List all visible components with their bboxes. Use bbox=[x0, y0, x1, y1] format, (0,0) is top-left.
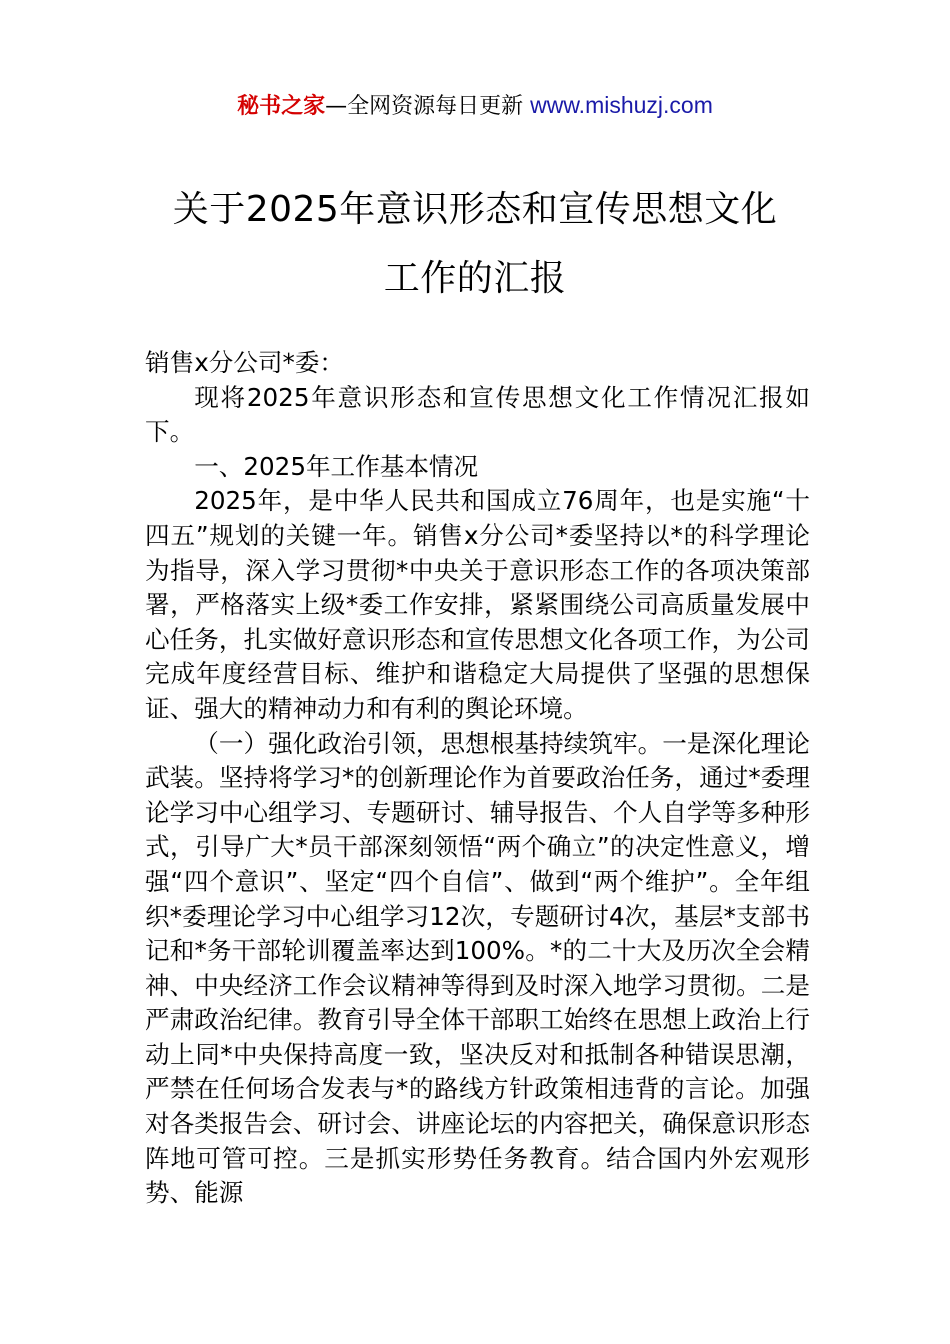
header-dash: — bbox=[325, 94, 348, 119]
salutation: 销售x分公司*委： bbox=[145, 348, 345, 377]
section-heading: 一、2025年工作基本情况 bbox=[194, 451, 479, 481]
document-body bbox=[145, 346, 810, 1211]
header-banner bbox=[0, 88, 950, 124]
document-title-line-2: 工作的汇报 bbox=[383, 258, 567, 299]
body-paragraph: 2025年，是中华人民共和国成立76周年，也是实施“十四五”规划的关键一年。销售x分公司*委坚持以*的科学理论为指导，深入学习贯彻*中央关于意识形态工作的各项决策部署，严格落实上级*委工作安排，紧紧围绕公司高质量发展中心任务，扎实做好意识形态和宣传思想文化各项工作，为公司完成年度经营目标、维护和谐稳定大局提供了坚强的思想保证、强大的精神动力和有利的舆论环境。 bbox=[145, 486, 810, 723]
site-name: 秘书之家 bbox=[237, 94, 326, 119]
site-url-link[interactable]: www.mishuzj.com bbox=[530, 92, 713, 118]
document-title-line-1: 关于2025年意识形态和宣传思想文化 bbox=[172, 189, 778, 230]
header-tagline: 全网资源每日更新 bbox=[347, 94, 531, 119]
intro-paragraph: 现将2025年意识形态和宣传思想文化工作情况汇报如下。 bbox=[145, 382, 810, 447]
body-paragraph: （一）强化政治引领，思想根基持续筑牢。一是深化理论武装。坚持将学习*的创新理论作为首要政治任务，通过*委理论学习中心组学习、专题研讨、辅导报告、个人自学等多种形式，引导广大*员干部深刻领悟“两个确立”的决定性意义，增强“四个意识”、坚定“四个自信”、做到“两个维护”。全年组织*委理论学习中心组学习12次，专题研讨4次，基层*支部书记和*务干部轮训覆盖率达到100%。*的二十大及历次全会精神、中央经济工作会议精神等得到及时深入地学习贯彻。二是严肃政治纪律。教育引导全体干部职工始终在思想上政治上行动上同*中央保持高度一致，坚决反对和抵制各种错误思潮，严禁在任何场合发表与*的路线方针政策相违背的言论。加强对各类报告会、研讨会、讲座论坛的内容把关，确保意识形态阵地可管可控。三是抓实形势任务教育。结合国内外宏观形势、能源 bbox=[145, 728, 810, 1208]
